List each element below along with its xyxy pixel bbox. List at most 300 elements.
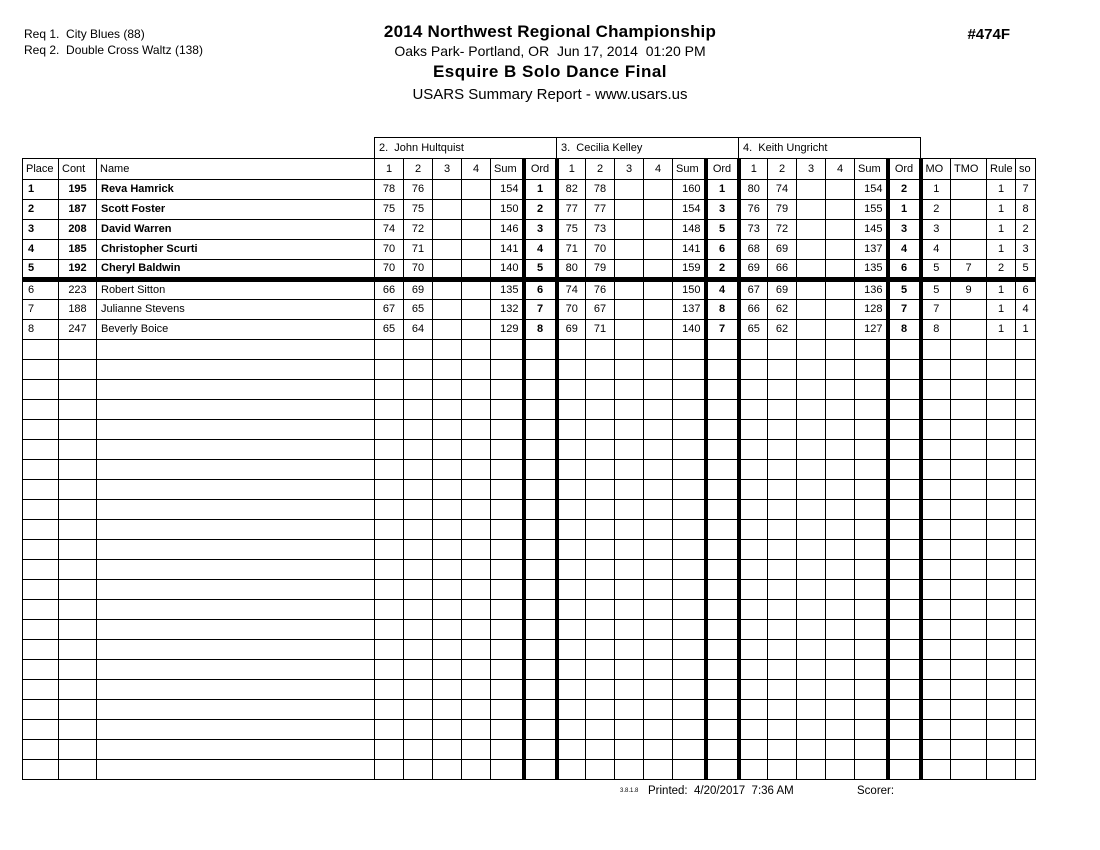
name-cell <box>97 540 375 560</box>
cont-cell <box>59 580 97 600</box>
printed-label: Printed: <box>648 785 688 797</box>
empty-row <box>23 460 1036 480</box>
mo-cell <box>921 520 951 540</box>
score-cell <box>404 420 433 440</box>
rule-cell: 1 <box>987 320 1016 340</box>
empty-row <box>23 600 1036 620</box>
tmo-cell <box>951 640 987 660</box>
so-cell <box>1016 740 1036 760</box>
mo-cell <box>921 340 951 360</box>
score-cell <box>557 640 586 660</box>
score-cell <box>615 180 644 200</box>
rule-header: Rule <box>987 159 1016 180</box>
rule-cell <box>987 700 1016 720</box>
name-cell <box>97 420 375 440</box>
score-cell <box>768 400 797 420</box>
score-cell <box>404 380 433 400</box>
mo-cell <box>921 460 951 480</box>
ord-cell <box>888 620 921 640</box>
score-cell <box>826 260 855 280</box>
score-cell <box>375 680 404 700</box>
score-col-header-2: 2 <box>768 159 797 180</box>
mo-cell <box>921 400 951 420</box>
ord-cell <box>888 560 921 580</box>
score-cell <box>739 380 768 400</box>
score-cell <box>462 320 491 340</box>
score-col-header-2: 2 <box>586 159 615 180</box>
ord-cell <box>706 360 739 380</box>
score-cell <box>433 560 462 580</box>
cont-cell <box>59 440 97 460</box>
score-cell <box>826 640 855 660</box>
score-cell <box>462 420 491 440</box>
sum-cell <box>491 680 524 700</box>
score-cell <box>462 680 491 700</box>
score-cell <box>739 520 768 540</box>
place-cell <box>23 680 59 700</box>
place-cell: 5 <box>23 260 59 280</box>
rule-cell <box>987 460 1016 480</box>
score-cell <box>375 640 404 660</box>
score-cell <box>462 220 491 240</box>
result-row <box>23 280 1036 300</box>
ord-cell <box>706 340 739 360</box>
score-cell <box>462 520 491 540</box>
ord-cell <box>888 400 921 420</box>
score-cell <box>797 700 826 720</box>
score-cell <box>557 540 586 560</box>
score-cell <box>462 240 491 260</box>
score-cell <box>615 240 644 260</box>
score-cell <box>586 360 615 380</box>
score-cell <box>644 200 673 220</box>
mo-cell: 2 <box>921 200 951 220</box>
score-cell: 69 <box>404 280 433 300</box>
empty-row <box>23 440 1036 460</box>
score-cell <box>462 400 491 420</box>
score-cell: 75 <box>557 220 586 240</box>
score-cell <box>644 680 673 700</box>
score-cell <box>644 340 673 360</box>
score-cell: 71 <box>586 320 615 340</box>
rule-cell <box>987 360 1016 380</box>
score-cell <box>557 740 586 760</box>
score-cell <box>404 600 433 620</box>
score-cell <box>557 360 586 380</box>
ord-cell <box>524 460 557 480</box>
ord-cell: 8 <box>524 320 557 340</box>
mo-cell <box>921 540 951 560</box>
cont-cell <box>59 760 97 780</box>
score-cell <box>644 540 673 560</box>
cont-cell <box>59 480 97 500</box>
cont-cell <box>59 560 97 580</box>
score-cell <box>462 360 491 380</box>
so-cell <box>1016 480 1036 500</box>
mo-cell <box>921 640 951 660</box>
so-header: so <box>1016 159 1036 180</box>
score-cell <box>404 720 433 740</box>
score-col-header-3: 3 <box>615 159 644 180</box>
rule-cell <box>987 720 1016 740</box>
score-cell <box>404 540 433 560</box>
score-cell <box>615 500 644 520</box>
score-cell <box>375 700 404 720</box>
score-cell <box>826 220 855 240</box>
judge-name-3: 3. Cecilia Kelley <box>557 138 739 159</box>
score-cell <box>433 220 462 240</box>
score-cell <box>797 520 826 540</box>
ord-cell <box>706 620 739 640</box>
so-cell <box>1016 440 1036 460</box>
tmo-cell <box>951 300 987 320</box>
score-cell <box>797 240 826 260</box>
score-cell <box>739 360 768 380</box>
score-cell <box>615 320 644 340</box>
score-cell <box>826 700 855 720</box>
ord-cell: 4 <box>888 240 921 260</box>
place-cell <box>23 360 59 380</box>
sum-cell: 136 <box>855 280 888 300</box>
venue-date-line: Oaks Park- Portland, OR Jun 17, 2014 01:20 PM <box>394 43 706 59</box>
score-cell <box>433 720 462 740</box>
tmo-cell <box>951 360 987 380</box>
score-cell: 72 <box>768 220 797 240</box>
score-cell <box>615 400 644 420</box>
score-cell <box>826 500 855 520</box>
sum-cell: 137 <box>673 300 706 320</box>
rule-cell <box>987 660 1016 680</box>
sum-cell: 135 <box>855 260 888 280</box>
so-cell <box>1016 760 1036 780</box>
sum-cell <box>491 480 524 500</box>
score-cell <box>462 540 491 560</box>
judge-name-2: 2. John Hultquist <box>375 138 557 159</box>
sum-header: Sum <box>855 159 888 180</box>
ord-cell <box>888 720 921 740</box>
score-cell <box>739 760 768 780</box>
score-cell <box>462 720 491 740</box>
score-cell: 67 <box>739 280 768 300</box>
score-cell <box>739 540 768 560</box>
score-cell <box>644 180 673 200</box>
score-cell <box>826 380 855 400</box>
name-cell: Robert Sitton <box>97 280 375 300</box>
rule-cell <box>987 400 1016 420</box>
requirement-line-1: Req 1. City Blues (88) <box>24 27 145 41</box>
score-cell <box>433 360 462 380</box>
score-cell <box>826 740 855 760</box>
score-cell <box>739 400 768 420</box>
tmo-cell <box>951 420 987 440</box>
score-cell <box>797 720 826 740</box>
place-cell <box>23 580 59 600</box>
score-cell <box>739 640 768 660</box>
score-cell <box>644 520 673 540</box>
mo-cell: 7 <box>921 300 951 320</box>
score-cell <box>797 260 826 280</box>
mo-cell <box>921 580 951 600</box>
name-cell <box>97 340 375 360</box>
ord-cell <box>888 420 921 440</box>
score-cell: 68 <box>739 240 768 260</box>
score-cell <box>404 500 433 520</box>
score-cell <box>797 760 826 780</box>
score-cell <box>375 360 404 380</box>
score-cell: 65 <box>375 320 404 340</box>
score-cell <box>644 400 673 420</box>
score-cell <box>644 220 673 240</box>
score-cell <box>586 420 615 440</box>
ord-cell <box>706 500 739 520</box>
sum-cell: 135 <box>491 280 524 300</box>
rule-cell <box>987 640 1016 660</box>
ord-cell <box>524 700 557 720</box>
score-cell <box>826 300 855 320</box>
place-cell <box>23 560 59 580</box>
sum-cell: 140 <box>673 320 706 340</box>
score-cell <box>768 580 797 600</box>
score-cell <box>644 240 673 260</box>
score-cell <box>433 380 462 400</box>
tmo-cell: 9 <box>951 280 987 300</box>
score-cell <box>644 360 673 380</box>
sum-cell: 141 <box>673 240 706 260</box>
score-cell <box>375 480 404 500</box>
name-cell: Julianne Stevens <box>97 300 375 320</box>
ord-cell <box>706 760 739 780</box>
score-cell <box>557 500 586 520</box>
score-cell: 70 <box>586 240 615 260</box>
ord-cell <box>888 360 921 380</box>
score-cell <box>433 700 462 720</box>
ord-cell <box>706 480 739 500</box>
score-cell <box>462 580 491 600</box>
score-cell: 66 <box>739 300 768 320</box>
sum-cell <box>491 580 524 600</box>
score-cell <box>462 640 491 660</box>
score-cell <box>826 620 855 640</box>
score-cell <box>797 400 826 420</box>
score-cell <box>557 700 586 720</box>
score-cell <box>404 660 433 680</box>
score-cell <box>586 720 615 740</box>
place-cell: 7 <box>23 300 59 320</box>
score-cell <box>586 440 615 460</box>
place-cell <box>23 440 59 460</box>
score-cell <box>826 560 855 580</box>
ord-cell <box>706 720 739 740</box>
cont-cell <box>59 420 97 440</box>
score-cell <box>586 380 615 400</box>
so-cell: 6 <box>1016 280 1036 300</box>
mo-cell <box>921 500 951 520</box>
score-cell: 69 <box>768 240 797 260</box>
sum-cell: 140 <box>491 260 524 280</box>
score-cell <box>615 200 644 220</box>
cont-cell <box>59 740 97 760</box>
sum-cell <box>491 500 524 520</box>
name-cell <box>97 700 375 720</box>
score-cell <box>826 440 855 460</box>
score-cell <box>375 720 404 740</box>
score-cell <box>404 620 433 640</box>
mo-cell <box>921 660 951 680</box>
score-cell <box>615 580 644 600</box>
sum-cell <box>491 540 524 560</box>
score-cell <box>644 580 673 600</box>
tmo-cell <box>951 560 987 580</box>
score-cell: 80 <box>739 180 768 200</box>
score-cell <box>615 620 644 640</box>
empty-row <box>23 620 1036 640</box>
so-cell <box>1016 540 1036 560</box>
sum-cell <box>491 600 524 620</box>
score-cell: 67 <box>375 300 404 320</box>
score-cell <box>433 260 462 280</box>
score-cell: 75 <box>375 200 404 220</box>
empty-row <box>23 500 1036 520</box>
tmo-cell <box>951 440 987 460</box>
cont-cell <box>59 620 97 640</box>
score-cell: 80 <box>557 260 586 280</box>
name-cell: Scott Foster <box>97 200 375 220</box>
score-cell <box>826 200 855 220</box>
sum-cell: 154 <box>673 200 706 220</box>
ord-cell: 4 <box>524 240 557 260</box>
so-cell <box>1016 360 1036 380</box>
score-cell <box>826 520 855 540</box>
score-cell <box>375 440 404 460</box>
rule-cell <box>987 560 1016 580</box>
score-cell: 74 <box>557 280 586 300</box>
sum-cell <box>673 600 706 620</box>
score-cell <box>615 600 644 620</box>
cont-cell <box>59 460 97 480</box>
score-cell <box>768 660 797 680</box>
score-cell: 74 <box>375 220 404 240</box>
score-cell <box>615 260 644 280</box>
ord-cell <box>524 360 557 380</box>
so-cell <box>1016 460 1036 480</box>
rule-cell <box>987 580 1016 600</box>
sum-cell <box>673 620 706 640</box>
ord-cell <box>888 740 921 760</box>
sum-cell: 141 <box>491 240 524 260</box>
sum-cell <box>855 400 888 420</box>
cont-header: Cont <box>59 159 97 180</box>
score-cell <box>768 640 797 660</box>
rule-cell: 1 <box>987 200 1016 220</box>
tmo-cell <box>951 500 987 520</box>
mo-cell <box>921 620 951 640</box>
score-cell <box>462 700 491 720</box>
score-cell <box>404 400 433 420</box>
score-cell <box>739 500 768 520</box>
rule-cell <box>987 480 1016 500</box>
ord-cell <box>524 560 557 580</box>
ord-cell: 2 <box>706 260 739 280</box>
score-cell <box>586 740 615 760</box>
ord-cell <box>888 580 921 600</box>
score-col-header-2: 2 <box>404 159 433 180</box>
score-cell <box>375 500 404 520</box>
ord-cell: 8 <box>706 300 739 320</box>
score-cell <box>433 740 462 760</box>
name-cell <box>97 380 375 400</box>
score-cell <box>462 260 491 280</box>
so-cell: 1 <box>1016 320 1036 340</box>
score-cell <box>462 760 491 780</box>
ord-cell <box>706 640 739 660</box>
score-cell <box>375 380 404 400</box>
tmo-cell <box>951 400 987 420</box>
score-cell <box>739 680 768 700</box>
rule-cell <box>987 380 1016 400</box>
score-cell <box>797 320 826 340</box>
score-cell <box>404 480 433 500</box>
score-cell <box>433 580 462 600</box>
score-cell <box>768 600 797 620</box>
ord-cell <box>706 560 739 580</box>
score-cell: 65 <box>404 300 433 320</box>
score-cell <box>826 180 855 200</box>
ord-cell <box>706 580 739 600</box>
ord-cell <box>888 540 921 560</box>
name-header: Name <box>97 159 375 180</box>
place-cell: 4 <box>23 240 59 260</box>
score-cell <box>826 540 855 560</box>
score-cell <box>615 280 644 300</box>
score-cell: 79 <box>586 260 615 280</box>
score-cell <box>557 440 586 460</box>
place-cell <box>23 500 59 520</box>
score-cell: 78 <box>586 180 615 200</box>
score-cell: 79 <box>768 200 797 220</box>
mo-cell <box>921 360 951 380</box>
tmo-cell <box>951 660 987 680</box>
empty-row <box>23 360 1036 380</box>
score-cell <box>557 760 586 780</box>
sum-cell <box>491 560 524 580</box>
score-cell <box>586 580 615 600</box>
score-col-header-1: 1 <box>557 159 586 180</box>
score-cell <box>586 560 615 580</box>
championship-title: 2014 Northwest Regional Championship <box>383 22 717 41</box>
score-cell <box>797 180 826 200</box>
ord-cell: 3 <box>524 220 557 240</box>
sum-cell <box>673 500 706 520</box>
place-cell <box>23 520 59 540</box>
sum-cell <box>673 480 706 500</box>
mo-cell: 5 <box>921 260 951 280</box>
score-col-header-3: 3 <box>433 159 462 180</box>
so-cell: 3 <box>1016 240 1036 260</box>
score-cell: 62 <box>768 300 797 320</box>
score-cell <box>557 600 586 620</box>
name-cell <box>97 660 375 680</box>
score-cell <box>404 460 433 480</box>
score-cell <box>644 600 673 620</box>
score-cell <box>586 660 615 680</box>
ord-cell <box>706 440 739 460</box>
score-cell <box>797 540 826 560</box>
sum-cell <box>855 700 888 720</box>
score-cell <box>462 340 491 360</box>
score-cell <box>768 460 797 480</box>
score-cell <box>557 420 586 440</box>
ord-cell <box>706 420 739 440</box>
